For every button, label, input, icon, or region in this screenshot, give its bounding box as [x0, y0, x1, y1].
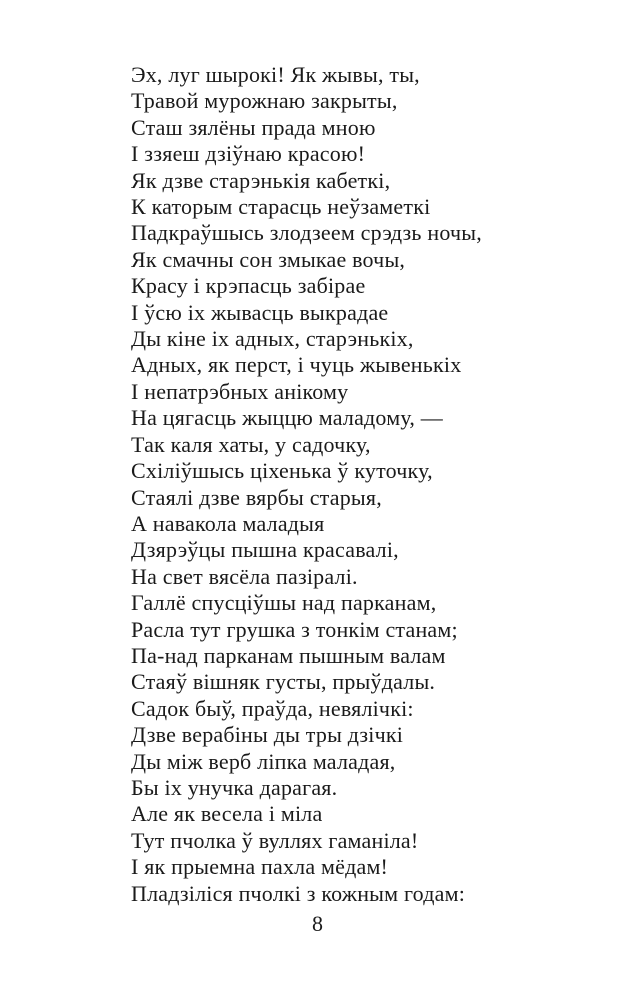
poem-line: Як смачны сон змыкае вочы, — [131, 246, 406, 272]
poem-line: Расла тут грушка з тонкім станам; — [131, 616, 458, 642]
poem-line: Па-над парканам пышным валам — [131, 642, 446, 668]
poem-line: Тут пчолка ў вуллях гаманіла! — [131, 827, 419, 853]
poem-line: Падкраўшысь злодзеем срэдзь ночы, — [131, 220, 482, 246]
poem-line: Галлё спусціўшы над парканам, — [131, 590, 437, 616]
poem-line: Як дзве старэнькія кабеткі, — [131, 167, 391, 193]
poem-line: І ўсю іх жывасць выкрадае — [131, 299, 389, 325]
poem-line: Адных, як перст, і чуць жывенькіх — [131, 352, 462, 378]
poem-line: Эх, луг шырокі! Як жывы, ты, — [131, 62, 420, 87]
poem-line: Сташ зялёны прада мною — [131, 114, 376, 140]
poem-line: Стаялі дзве вярбы старыя, — [131, 484, 382, 510]
poem-line: Пладзіліся пчолкі з кожным годам: — [131, 880, 466, 906]
poem-line: Травой мурожнаю закрыты, — [131, 88, 398, 114]
poem-line: І ззяеш дзіўнаю красою! — [131, 141, 366, 167]
poem-line: Дзве верабіны ды тры дзічкі — [131, 722, 404, 748]
poem-line: Але як весела і міла — [131, 801, 323, 827]
poem-line: На свет вясёла пазіралі. — [131, 563, 358, 589]
poem-line: А навакола маладыя — [131, 510, 325, 536]
poem-line: Стаяў вішняк густы, прыўдалы. — [131, 669, 436, 695]
page-number: 8 — [312, 911, 323, 936]
poem-line: Дзярэўцы пышна красавалі, — [131, 537, 399, 563]
poem-line: Ды кіне іх адных, старэнькіх, — [131, 326, 414, 352]
poem-line: Схіліўшысь ціхенька ў куточку, — [131, 458, 433, 484]
poem-text — [131, 62, 482, 907]
poem-line: Красу і крэпасць забірае — [131, 273, 366, 299]
poem-line: К каторым старасць неўзаметкі — [131, 194, 431, 220]
poem-line: На цягасць жыццю маладому, — — [131, 405, 443, 431]
poem-line: Бы іх унучка дарагая. — [131, 774, 338, 800]
poem-line: Садок быў, праўда, невялічкі: — [131, 695, 414, 721]
poem-line: Так каля хаты, у садочку, — [131, 431, 371, 457]
poem-line: І непатрэбных анікому — [131, 378, 349, 404]
poem-line: І як прыемна пахла мёдам! — [131, 854, 389, 880]
poem-line: Ды між верб ліпка маладая, — [131, 748, 396, 774]
